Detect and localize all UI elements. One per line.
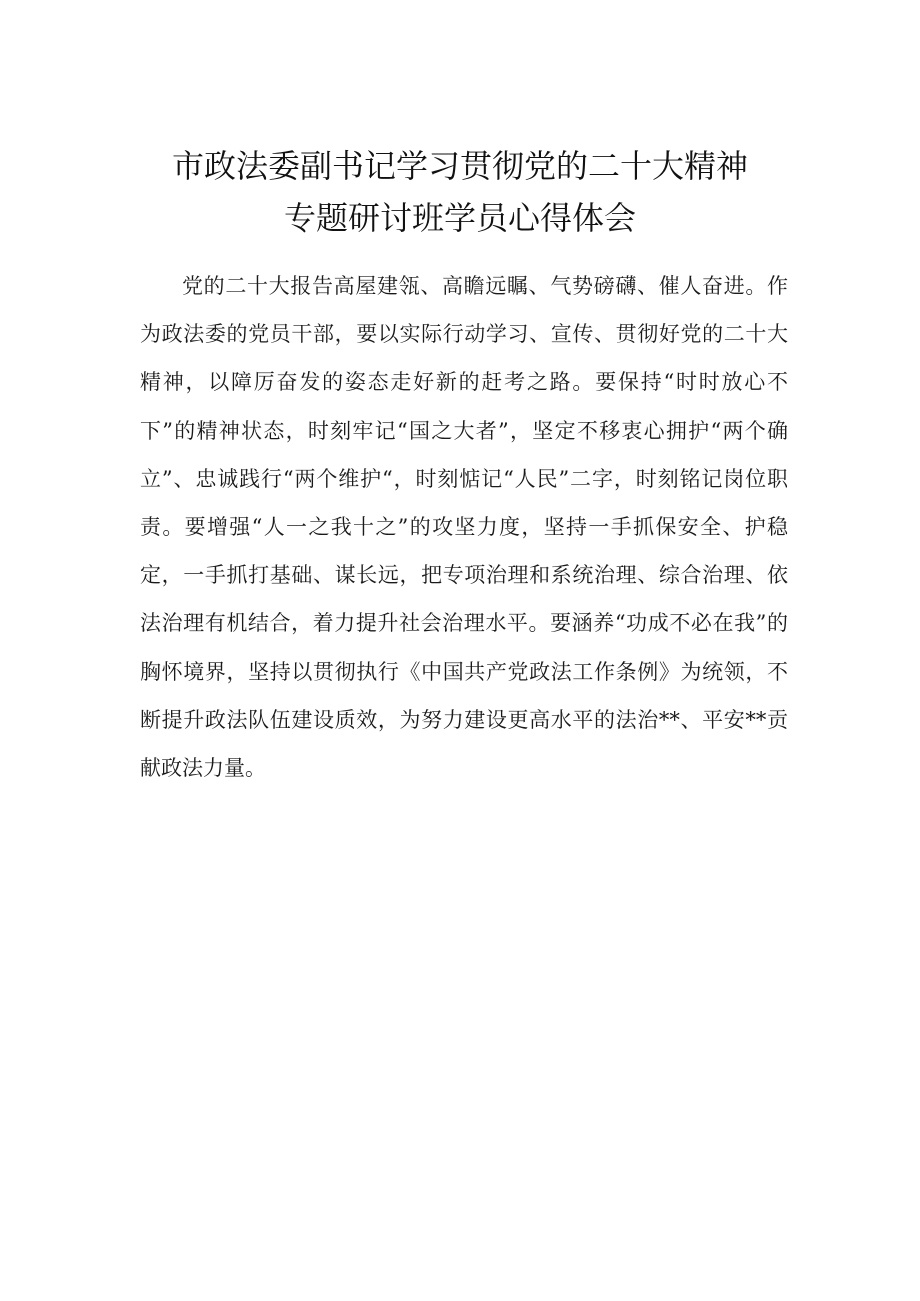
document-title <box>0 140 920 244</box>
title-line-2: 专题研讨班学员心得体会 <box>283 199 636 237</box>
title-line-1: 市政法委副书记学习贯彻党的二十大精神 <box>171 147 748 185</box>
body-paragraph: 党的二十大报告高屋建瓴、高瞻远瞩、气势磅礴、催人奋进。作为政法委的党员干部，要以实际行动学习、宣传、贯彻好党的二十大精神，以障厉奋发的姿态走好新的赶考之路。要保持“时时放心不下”的精神状态，时刻牢记“国之大者”，坚定不移衷心拥护“两个确立”、忠诚践行“两个维护“，时刻惦记“人民”二字，时刻铭记岗位职责。要增强“人一之我十之”的攻坚力度，坚持一手抓保安全、护稳定，一手抓打基础、谋长远，把专项治理和系统治理、综合治理、依法治理有机结合，着力提升社会治理水平。要涵养“功成不必在我”的胸怀境界，坚持以贯彻执行《中国共产党政法工作条例》为统领，不断提升政法队伍建设质效，为努力建设更高水平的法治**、平安**贡献政法力量。 <box>140 274 788 781</box>
